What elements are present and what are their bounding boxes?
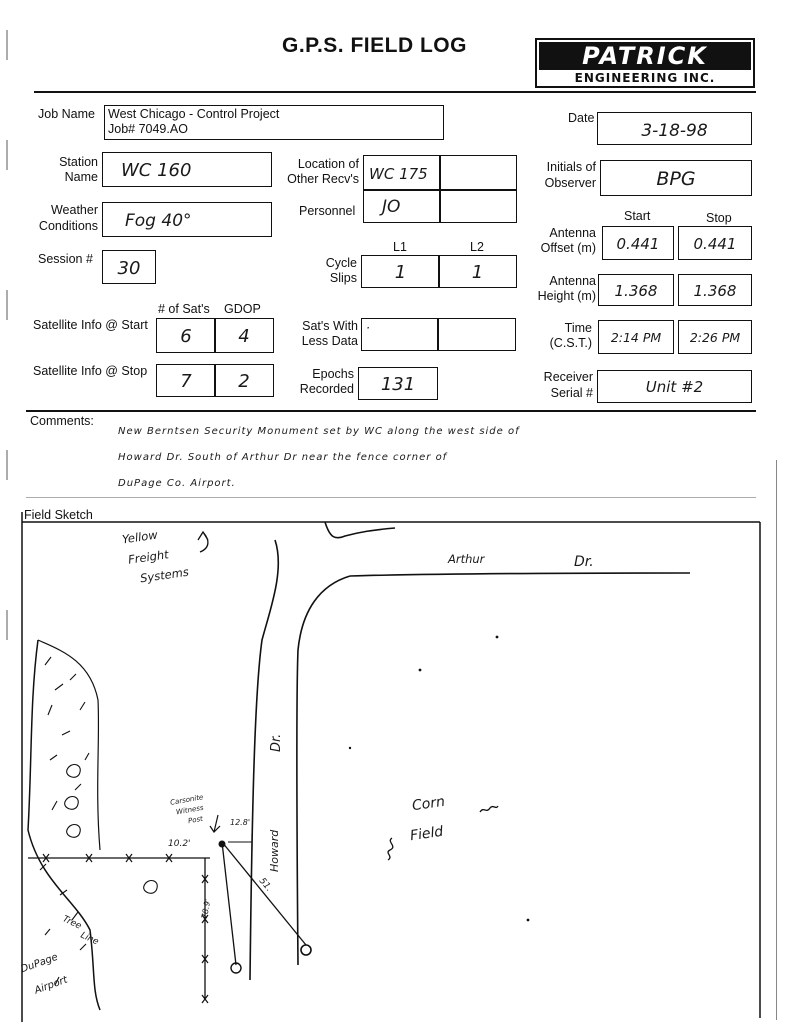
tree-line-inner xyxy=(38,640,100,850)
comments-line-2: Howard Dr. South of Arthur Dr near the fence corner of xyxy=(118,452,448,463)
yellow-freight-label-1: Yellow xyxy=(121,527,159,547)
cycle-slips-l2-label: L2 xyxy=(470,240,484,254)
tree-label: Tree xyxy=(60,914,83,932)
sat-start-gdop-value: 4 xyxy=(238,326,250,347)
antenna-height-stop-value: 1.368 xyxy=(693,282,737,300)
comments-label: Comments: xyxy=(30,414,94,428)
time-start-value: 2:14 PM xyxy=(610,330,662,345)
date-value: 3-18-98 xyxy=(641,121,708,141)
corn-label: Corn xyxy=(411,793,446,815)
arthur-label: Arthur xyxy=(448,552,485,566)
sat-stop-label: Satellite Info @ Stop xyxy=(33,364,148,378)
dupage-label: DuPage xyxy=(19,951,60,976)
weather-label-1: Weather xyxy=(50,203,98,217)
arthur-dr-north-curb xyxy=(325,522,395,538)
antenna-height-label-2: Height (m) xyxy=(537,289,596,303)
sat-stop-num-value: 7 xyxy=(180,371,192,392)
antenna-height-start-value: 1.368 xyxy=(614,282,658,300)
weather-label-2: Conditions xyxy=(38,219,98,233)
receiver-value: Unit #2 xyxy=(645,378,704,396)
personnel-label: Personnel xyxy=(299,204,356,218)
comments-line-1: New Berntsen Security Monument set by WC along the west side of xyxy=(118,426,520,437)
stop-header: Stop xyxy=(706,211,732,225)
sats-less-data-label-2: Less Data xyxy=(301,334,358,348)
corn-squiggle-2 xyxy=(388,838,393,860)
cycle-slips-l2-value: 1 xyxy=(471,262,484,283)
corn-squiggle-1 xyxy=(480,806,498,812)
logo-name: PATRICK xyxy=(539,42,751,70)
job-name-label: Job Name xyxy=(38,107,95,121)
station-name-label-2: Name xyxy=(64,170,98,184)
howard-dr-west-curb xyxy=(250,540,278,980)
page-title: G.P.S. FIELD LOG xyxy=(282,34,467,57)
cycle-slips-l1-label: L1 xyxy=(393,240,407,254)
carsonite-label-1: Carsonite xyxy=(169,793,204,807)
gdop-header: GDOP xyxy=(224,302,261,316)
job-name-line-2: Job# 7049.AO xyxy=(108,122,188,136)
num-sats-header: # of Sat's xyxy=(158,302,210,316)
epochs-label-1: Epochs xyxy=(312,367,354,381)
antenna-offset-start-value: 0.441 xyxy=(616,235,660,253)
howard-dr-east-curb xyxy=(297,576,350,965)
initials-label-1: Initials of xyxy=(546,160,596,174)
arthur-dr-label: Dr. xyxy=(574,554,594,570)
howard-label: Howard xyxy=(268,829,281,872)
session-label: Session # xyxy=(38,252,93,266)
receiver-label-2: Serial # xyxy=(550,386,593,400)
location-other-label-2: Other Recv's xyxy=(287,172,359,186)
carsonite-label-3: Post xyxy=(187,814,204,826)
sat-stop-gdop-value: 2 xyxy=(238,371,250,392)
date-label: Date xyxy=(568,111,595,125)
yellow-freight-label-2: Freight xyxy=(127,547,170,567)
yellow-freight-label-3: Systems xyxy=(139,564,190,586)
time-label-2: (C.S.T.) xyxy=(549,336,592,350)
line-label: Line xyxy=(78,930,100,948)
antenna-offset-label-2: Offset (m) xyxy=(540,241,596,255)
dist-128-label: 12.8' xyxy=(230,818,251,827)
measure-line-789 xyxy=(222,842,236,965)
dist-789-label: 78.9' xyxy=(200,898,213,920)
comments-line-3: DuPage Co. Airport. xyxy=(118,478,236,489)
sats-less-data-value-1: · xyxy=(366,321,370,335)
station-name-label-1: Station xyxy=(59,155,98,169)
antenna-offset-stop-value: 0.441 xyxy=(693,235,737,253)
cycle-slips-label-1: Cycle xyxy=(325,256,357,270)
carsonite-label-2: Witness xyxy=(175,803,205,817)
arthur-dr-south-curb xyxy=(350,573,690,576)
tree-line xyxy=(28,640,100,1010)
time-label-1: Time xyxy=(564,321,592,335)
weather-value: Fog 40° xyxy=(125,211,192,231)
field-label: Field xyxy=(409,823,445,845)
field-dots xyxy=(349,636,530,922)
sat-start-num-value: 6 xyxy=(180,326,192,347)
witness-post-arrow xyxy=(210,815,220,832)
personnel-value-1: JO xyxy=(382,197,401,217)
epochs-value: 131 xyxy=(380,374,416,395)
witness-post-symbol xyxy=(219,841,226,848)
receiver-label-1: Receiver xyxy=(543,370,593,384)
location-other-value-1: WC 175 xyxy=(369,165,428,183)
logo-subline: ENGINEERING INC. xyxy=(574,71,716,85)
dist-102-label: 10.2' xyxy=(168,839,191,849)
time-stop-value: 2:26 PM xyxy=(689,330,741,345)
job-name-line-1: West Chicago - Control Project xyxy=(108,107,280,121)
initials-label-2: Observer xyxy=(544,176,596,190)
sketch-label: Field Sketch xyxy=(24,508,93,522)
cycle-slips-l1-value: 1 xyxy=(394,262,407,283)
sat-start-label: Satellite Info @ Start xyxy=(33,318,148,332)
dist-51-label: 51. xyxy=(256,876,274,894)
start-header: Start xyxy=(624,209,651,223)
epochs-label-2: Recorded xyxy=(299,382,354,396)
cycle-slips-label-2: Slips xyxy=(329,271,357,285)
antenna-offset-label-1: Antenna xyxy=(549,226,596,240)
measure-line-128 xyxy=(228,834,252,850)
howard-dr-label: Dr. xyxy=(269,733,284,752)
airport-label: Airport xyxy=(33,974,70,997)
monument-symbol xyxy=(301,945,311,955)
measure-line-to-monument xyxy=(222,842,306,945)
sketch-frame xyxy=(22,512,760,1022)
session-value: 30 xyxy=(117,258,141,279)
initials-value: BPG xyxy=(656,168,696,190)
yellow-freight-arrow xyxy=(198,532,208,552)
antenna-height-label-1: Antenna xyxy=(549,274,596,288)
sats-less-data-label-1: Sat's With xyxy=(302,319,358,333)
location-other-label-1: Location of xyxy=(297,157,359,171)
station-name-value: WC 160 xyxy=(121,160,192,181)
